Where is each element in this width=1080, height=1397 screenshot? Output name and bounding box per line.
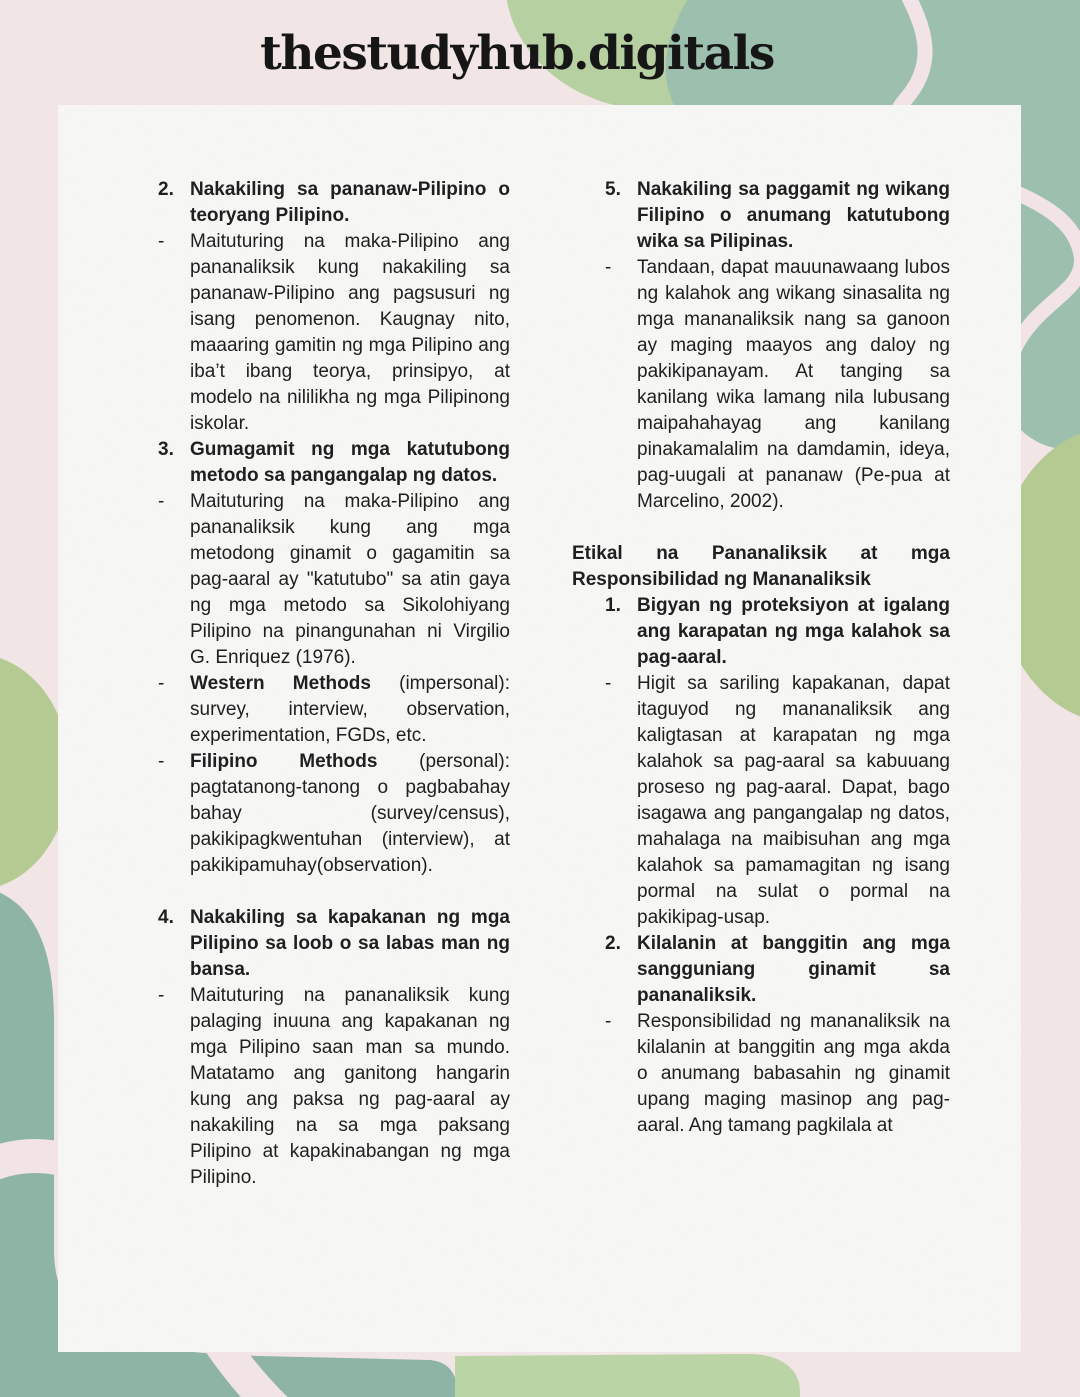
item-text: Tandaan, dapat mauunawaang lubos ng kalahok ang wikang sinasalita ng mga mananaliksik nang sa ganoon ay maging maayos ang daloy ng pakikipanayam. At tanging sa kanilang wika lamang nila lubusang maipahahayag ang kanilang pinakamalalim na damdamin, ideya, pag-uugali at pananaw (Pe-pua at Marcelino, 2002). <box>637 257 950 512</box>
text-column-right <box>572 177 950 1139</box>
item-text: Maituturing na maka-Pilipino ang pananaliksik kung ang mga metodong ginamit o gagamitin sa pag-aaral ay "katutubo" sa atin gaya ng mga metodo sa Sikolohiyang Pilipino na pinangunahan ni Virgilio G. Enriquez (1976). <box>190 491 510 668</box>
item-marker: 5. <box>605 179 621 200</box>
item-text: Responsibilidad ng mananaliksik na kilalanin at banggitin ang mga akda o anumang babasahin ng ginamit upang maging masinop ang pag-aaral. Ang tamang pagkilala at <box>637 1011 950 1136</box>
item-marker: - <box>158 673 165 694</box>
item-text: Bigyan ng proteksiyon at igalang ang karapatan ng mga kalahok sa pag-aaral. <box>637 595 950 668</box>
item-text: Maituturing na maka-Pilipino ang pananaliksik kung nakakiling sa pananaw-Pilipino ang pagsusuri ng isang penomenon. Kaugnay nito, maaaring gamitin ng mga Pilipino ang iba’t ibang teorya, prinsipyo, at modelo na nililikha ng mga Pilipinong iskolar. <box>190 231 510 434</box>
numbered-item <box>605 931 950 1009</box>
item-marker: - <box>158 231 165 252</box>
numbered-item <box>605 177 950 255</box>
item-text: Maituturing na pananaliksik kung palaging inuuna ang kapakanan ng mga Pilipino saan man sa mundo. Matatamo ang ganitong hangarin kung ang paksa ng pag-aaral ay nakakiling na sa mga paksang Pilipino at kapakinabangan ng mga Pilipino. <box>190 985 510 1188</box>
item-text: Nakakiling sa kapakanan ng mga Pilipino sa loob o sa labas man ng bansa. <box>190 907 510 980</box>
item-marker: 1. <box>605 595 621 616</box>
item-marker: - <box>158 491 165 512</box>
numbered-item <box>158 437 510 489</box>
paragraph-spacer <box>572 515 950 541</box>
bullet-item <box>605 255 950 515</box>
item-marker: - <box>605 257 612 278</box>
section-heading: Etikal na Pananaliksik at mga Responsibilidad ng Mananaliksik <box>572 543 950 590</box>
item-marker: 3. <box>158 439 174 460</box>
text-column-left <box>158 177 510 1191</box>
numbered-item <box>605 593 950 671</box>
item-text: Higit sa sariling kapakanan, dapat itaguyod ng mananaliksik ang kaligtasan at karapatan ng mga kalahok sa pag-aaral sa kabuuang proseso ng pag-aaral. Dapat, bago isagawa ang pangangalap ng datos, mahalaga na maibisuhan ang mga kalahok sa pamamagitan ng isang pormal na sulat o pormal na pakikipag-usap. <box>637 673 950 928</box>
item-marker: - <box>158 751 165 772</box>
item-marker: 2. <box>158 179 174 200</box>
item-marker: - <box>158 985 165 1006</box>
bullet-item <box>158 983 510 1191</box>
item-marker: 4. <box>158 907 174 928</box>
numbered-item <box>158 177 510 229</box>
bullet-item <box>158 749 510 879</box>
bullet-item <box>158 671 510 749</box>
numbered-item <box>158 905 510 983</box>
item-marker: 2. <box>605 933 621 954</box>
item-marker: - <box>605 673 612 694</box>
site-logo: thestudyhub.digitals <box>260 26 774 81</box>
item-text: Kilalanin at banggitin ang mga sangguniang ginamit sa pananaliksik. <box>637 933 950 1006</box>
item-text: Gumagamit ng mga katutubong metodo sa pangangalap ng datos. <box>190 439 510 486</box>
item-text: Nakakiling sa paggamit ng wikang Filipino o anumang katutubong wika sa Pilipinas. <box>637 179 950 252</box>
bullet-item <box>605 671 950 931</box>
bullet-item <box>158 489 510 671</box>
item-marker: - <box>605 1011 612 1032</box>
item-text: Filipino Methods (personal): pagtatanong-tanong o pagbabahay bahay (survey/census), pakikipagkwentuhan (interview), at pakikipamuhay(observation). <box>190 751 510 876</box>
item-text: Nakakiling sa pananaw-Pilipino o teoryang Pilipino. <box>190 179 510 226</box>
notes-paper <box>58 105 1021 1352</box>
decor-bottom-green-shape <box>455 1354 800 1397</box>
bullet-item <box>605 1009 950 1139</box>
item-text: Western Methods (impersonal): survey, interview, observation, experimentation, FGDs, etc. <box>190 673 510 746</box>
paragraph-spacer <box>158 879 510 905</box>
bullet-item <box>158 229 510 437</box>
